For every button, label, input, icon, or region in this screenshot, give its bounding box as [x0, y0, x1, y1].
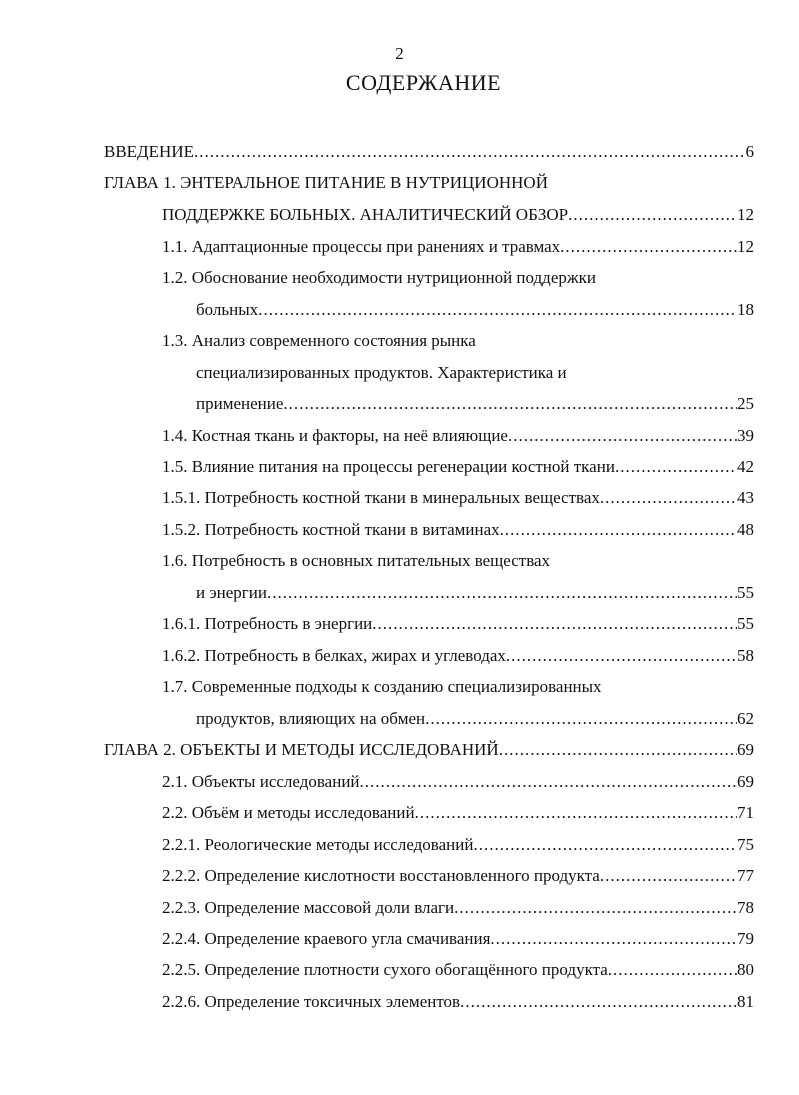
toc-dot-leader [560, 234, 737, 260]
toc-entry-text: 1.1. Адаптационные процессы при ранениях и травмах [162, 237, 561, 256]
toc-entry-page: 71 [737, 803, 754, 822]
toc-dot-leader [473, 832, 737, 858]
toc-entry-2-2-2[interactable] [162, 863, 754, 889]
toc-dot-leader [372, 611, 737, 637]
toc-entry-page: 62 [737, 709, 754, 728]
toc-entry-text: применение [196, 394, 284, 413]
toc-entry-text: 2.2.2. Определение кислотности восстановленного продукта [162, 866, 600, 885]
toc-entry-introduction[interactable] [104, 139, 754, 165]
toc-entry-text: 1.7. Современные подходы к созданию специализированных [162, 677, 602, 696]
toc-entry-2-2[interactable] [162, 800, 754, 826]
toc-entry-page: 58 [737, 646, 754, 665]
toc-dot-leader [258, 297, 737, 323]
toc-entry-1-6-cont[interactable] [196, 580, 754, 606]
toc-entry-page: 81 [737, 992, 754, 1011]
toc-entry-1-4[interactable] [162, 423, 754, 449]
toc-entry-1-3-cont2[interactable] [196, 391, 754, 417]
toc-entry-page: 39 [737, 426, 754, 445]
toc-entry-text: и энергии [196, 583, 267, 602]
toc-entry-text: 2.2.4. Определение краевого угла смачивания [162, 929, 491, 948]
toc-entry-text: 2.2.1. Реологические методы исследований [162, 835, 474, 854]
toc-entry-1-3-cont[interactable] [196, 360, 567, 386]
toc-entry-text: ГЛАВА 1. ЭНТЕРАЛЬНОЕ ПИТАНИЕ В НУТРИЦИОННОЙ [104, 173, 548, 192]
toc-entry-text: 1.4. Костная ткань и факторы, на неё влияющие [162, 426, 508, 445]
toc-entry-text: 1.5. Влияние питания на процессы регенерации костной ткани [162, 457, 615, 476]
toc-entry-page: 75 [737, 835, 754, 854]
toc-entry-1-7-cont[interactable] [196, 706, 754, 732]
toc-entry-text: ГЛАВА 2. ОБЪЕКТЫ И МЕТОДЫ ИССЛЕДОВАНИЙ [104, 740, 499, 759]
toc-entry-text: 1.5.1. Потребность костной ткани в минеральных веществах [162, 488, 600, 507]
toc-entry-page: 69 [737, 772, 754, 791]
toc-entry-text: больных [196, 300, 259, 319]
toc-entry-page: 80 [737, 960, 754, 979]
toc-entry-2-1[interactable] [162, 769, 754, 795]
toc-entry-page: 6 [745, 142, 754, 161]
toc-dot-leader [267, 580, 737, 606]
toc-entry-page: 12 [737, 237, 754, 256]
toc-dot-leader [500, 517, 737, 543]
toc-entry-page: 43 [737, 488, 754, 507]
toc-entry-page: 69 [737, 740, 754, 759]
toc-entry-page: 48 [737, 520, 754, 539]
toc-entry-1-2-cont[interactable] [196, 297, 754, 323]
toc-dot-leader [283, 391, 737, 417]
toc-entry-text: 1.6. Потребность в основных питательных веществах [162, 551, 551, 570]
toc-dot-leader [460, 989, 737, 1015]
toc-entry-chapter-1[interactable] [104, 170, 548, 196]
toc-dot-leader [568, 202, 737, 228]
toc-entry-chapter-2[interactable] [104, 737, 754, 763]
toc-entry-2-2-1[interactable] [162, 832, 754, 858]
toc-entry-page: 78 [737, 898, 754, 917]
toc-entry-text: 2.2.6. Определение токсичных элементов [162, 992, 461, 1011]
toc-entry-page: 55 [737, 614, 754, 633]
toc-entry-text: 1.6.2. Потребность в белках, жирах и углеводах [162, 646, 506, 665]
toc-dot-leader [600, 863, 737, 889]
toc-entry-text: 1.6.1. Потребность в энергии [162, 614, 373, 633]
toc-entry-text: 1.5.2. Потребность костной ткани в витаминах [162, 520, 500, 539]
toc-entry-1-5-1[interactable] [162, 485, 754, 511]
toc-entry-chapter-1-cont[interactable] [162, 202, 754, 228]
toc-dot-leader [490, 926, 737, 952]
toc-entry-page: 79 [737, 929, 754, 948]
toc-dot-leader [454, 895, 737, 921]
toc-entry-text: 1.3. Анализ современного состояния рынка [162, 331, 476, 350]
toc-entry-1-6[interactable] [162, 548, 550, 574]
toc-entry-page: 12 [737, 205, 754, 224]
toc-entry-text: 2.2.3. Определение массовой доли влаги [162, 898, 455, 917]
toc-entry-text: ВВЕДЕНИЕ [104, 142, 194, 161]
toc-dot-leader [415, 800, 737, 826]
toc-dot-leader [508, 423, 737, 449]
toc-entry-text: специализированных продуктов. Характеристика и [196, 363, 567, 382]
toc-dot-leader [360, 769, 737, 795]
page-title: СОДЕРЖАНИЕ [345, 70, 502, 95]
toc-entry-1-3[interactable] [162, 328, 476, 354]
toc-entry-2-2-5[interactable] [162, 957, 754, 983]
toc-dot-leader [425, 706, 737, 732]
page-number: 2 [395, 44, 404, 63]
toc-entry-2-2-3[interactable] [162, 895, 754, 921]
toc-entry-page: 18 [737, 300, 754, 319]
toc-entry-2-2-4[interactable] [162, 926, 754, 952]
toc-dot-leader [600, 485, 737, 511]
toc-entry-1-5[interactable] [162, 454, 754, 480]
toc-entry-text: 2.2. Объём и методы исследований [162, 803, 415, 822]
toc-entry-text: 1.2. Обоснование необходимости нутриционной поддержки [162, 268, 596, 287]
toc-entry-1-2[interactable] [162, 265, 596, 291]
toc-entry-page: 77 [737, 866, 754, 885]
toc-dot-leader [608, 957, 737, 983]
toc-entry-page: 55 [737, 583, 754, 602]
toc-entry-text: ПОДДЕРЖКЕ БОЛЬНЫХ. АНАЛИТИЧЕСКИЙ ОБЗОР [162, 205, 569, 224]
toc-entry-page: 42 [737, 457, 754, 476]
toc-entry-text: продуктов, влияющих на обмен [196, 709, 426, 728]
toc-entry-1-6-2[interactable] [162, 643, 754, 669]
toc-entry-text: 2.2.5. Определение плотности сухого обогащённого продукта [162, 960, 608, 979]
toc-dot-leader [615, 454, 737, 480]
toc-entry-1-1[interactable] [162, 234, 754, 260]
toc-entry-text: 2.1. Объекты исследований [162, 772, 360, 791]
toc-entry-1-6-1[interactable] [162, 611, 754, 637]
toc-entry-1-7[interactable] [162, 674, 602, 700]
toc-dot-leader [194, 139, 746, 165]
toc-dot-leader [499, 737, 737, 763]
toc-entry-page: 25 [737, 394, 754, 413]
toc-entry-1-5-2[interactable] [162, 517, 754, 543]
toc-dot-leader [506, 643, 737, 669]
toc-entry-2-2-6[interactable] [162, 989, 754, 1015]
